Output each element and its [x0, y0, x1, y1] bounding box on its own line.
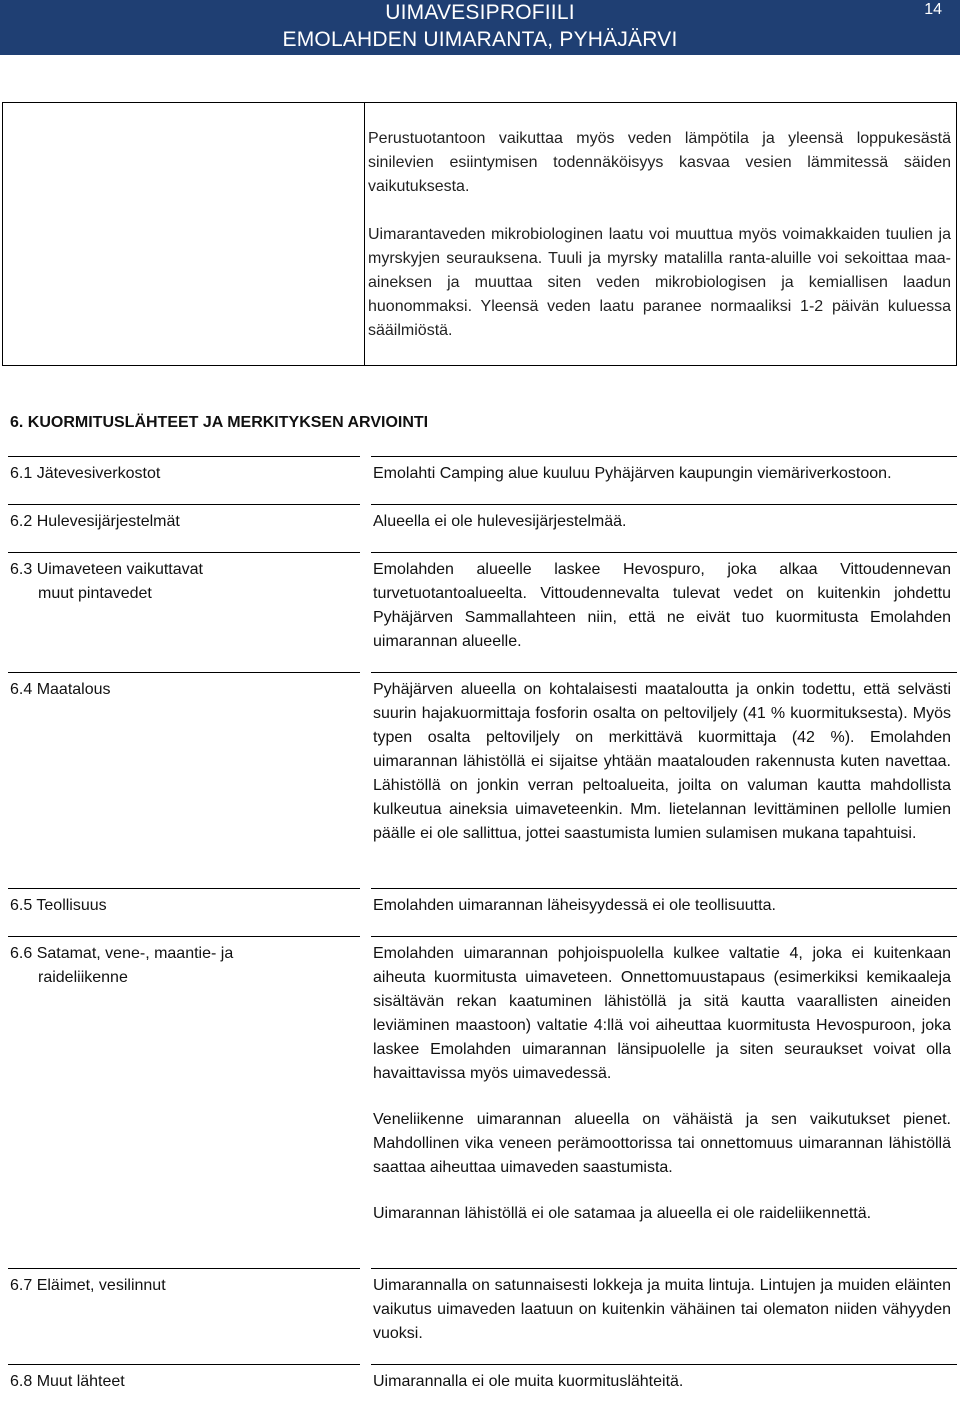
- row-content: [373, 1370, 951, 1394]
- row-divider: [8, 672, 360, 673]
- row-label: [10, 558, 320, 606]
- row-label: [10, 942, 320, 990]
- info-paragraph-2: Uimarantaveden mikrobiologinen laatu voi muuttua myös voimakkaiden tuulien ja myrskyjen seurauksena. Tuuli ja myrsky matalilla ranta-aluille voi sekoittaa maa-aineksen ja muuttaa siten veden mikrobiologisen ja kemiallisen laadun huonommaksi. Yleensä veden laatu paranee normaaliksi 1-2 päivän kuluessa sääilmiöstä.: [368, 226, 951, 339]
- header-title: UIMAVESIPROFIILI: [385, 1, 575, 24]
- row-label-line1: 6.3 Uimaveteen vaikuttavat: [10, 561, 203, 578]
- row-divider: [371, 552, 957, 553]
- row-text: Uimarannalla on satunnaisesti lokkeja ja muita lintuja. Lintujen ja muiden eläinten vaikutus uimaveden laatuun on kuitenkin vähäinen tai olematon niiden vähyyden vuoksi.: [373, 1277, 951, 1342]
- row-text: Uimarannalla ei ole muita kuormituslähteitä.: [373, 1373, 684, 1390]
- row-divider: [8, 936, 360, 937]
- row-label: 6.1 Jätevesiverkostot: [10, 465, 161, 482]
- row-content: [373, 558, 951, 654]
- row-content: [373, 678, 951, 846]
- row-label: 6.4 Maatalous: [10, 681, 111, 698]
- section-title: 6. KUORMITUSLÄHTEET JA MERKITYKSEN ARVIOINTI: [10, 414, 429, 431]
- row-label: 6.5 Teollisuus: [10, 897, 107, 914]
- row-divider: [8, 1268, 360, 1269]
- row-text: Veneliikenne uimarannan alueella on vähäistä ja sen vaikutukset pienet. Mahdollinen vika veneen perämoottorissa tai onnettomuus uimarannan lähistöllä saattaa aiheuttaa uimaveden saastumista.: [373, 1111, 951, 1176]
- row-divider: [371, 1364, 957, 1365]
- info-box-divider: [364, 102, 365, 366]
- row-text: Emolahden uimarannan pohjoispuolella kulkee valtatie 4, joka ei kuitenkaan aiheuta kuormitusta uimaveteen. Onnettomuustapaus (esimerkiksi kemikaaleja sisältävän rekan kaatuminen lähistöllä ja sitä kautta vaarallisten aineiden leviäminen maastoon) valtatie 4:llä voi aiheuttaa kuormitusta Hevospuroon, joka laskee Emolahden uimarannan länsipuolelle ja siten seuraukset voivat olla havaittavissa myös uimavedessä.: [373, 945, 951, 1082]
- row-divider: [371, 888, 957, 889]
- row-divider: [371, 1268, 957, 1269]
- row-label: 6.2 Hulevesijärjestelmät: [10, 513, 180, 530]
- row-divider: [8, 504, 360, 505]
- header-subtitle: EMOLAHDEN UIMARANTA, PYHÄJÄRVI: [282, 28, 678, 51]
- row-text: Alueella ei ole hulevesijärjestelmää.: [373, 513, 627, 530]
- row-content: [373, 462, 951, 486]
- info-box-text: [368, 127, 951, 343]
- row-label: 6.7 Eläimet, vesilinnut: [10, 1277, 166, 1294]
- info-paragraph-1: Perustuotantoon vaikuttaa myös veden lämpötila ja yleensä loppukesästä sinilevien esiintymisen todennäköisyys kasvaa vesien lämmitessä säiden vaikutuksesta.: [368, 130, 951, 195]
- row-content: [373, 942, 951, 1226]
- row-label-line2: muut pintavedet: [38, 585, 152, 602]
- row-divider: [8, 1364, 360, 1365]
- row-divider: [371, 456, 957, 457]
- row-label-line1: 6.6 Satamat, vene-, maantie- ja: [10, 945, 234, 962]
- row-text: Uimarannan lähistöllä ei ole satamaa ja alueella ei ole raideliikennettä.: [373, 1205, 872, 1222]
- row-content: [373, 894, 951, 918]
- row-divider: [371, 936, 957, 937]
- page-header: [0, 0, 960, 55]
- row-divider: [8, 552, 360, 553]
- row-divider: [8, 888, 360, 889]
- row-label-line2: raideliikenne: [38, 969, 128, 986]
- row-content: [373, 510, 951, 534]
- row-text: Emolahden uimarannan läheisyydessä ei ole teollisuutta.: [373, 897, 776, 914]
- row-label: 6.8 Muut lähteet: [10, 1373, 125, 1390]
- row-text: Pyhäjärven alueella on kohtalaisesti maataloutta ja onkin todettu, että selvästi suurin hajakuormittaja fosforin osalta on peltoviljely (41 % kuormituksesta). Myös typen osalta peltoviljely on merkittävä kuormittaja (42 %). Emolahden uimarannan lähistöllä ei sijaitse yhtään maatalouden rakennusta kuten navettaa. Lähistöllä on jonkin verran peltoalueita, joilta on valuman kautta mahdollista kulkeutua aineksia uimaveteenkin. Mm. lietelannan levittäminen pellolle lumien päälle ei ole sallittua, jottei saastumista lumien sulamisen mukana tapahtuisi.: [373, 681, 951, 842]
- row-divider: [371, 504, 957, 505]
- row-content: [373, 1274, 951, 1346]
- row-divider: [8, 456, 360, 457]
- row-divider: [371, 672, 957, 673]
- page-number: 14: [924, 1, 942, 18]
- row-text: Emolahden alueelle laskee Hevospuro, joka alkaa Vittoudennevan turvetuotantoalueelta. Vittoudennevalta tulevat vedet on kuitenkin johdettu Pyhäjärven Sammallahteen niin, että ne eivät tuo kuormitusta Emolahden uimarannan alueelle.: [373, 561, 951, 650]
- row-text: Emolahti Camping alue kuuluu Pyhäjärven kaupungin viemäriverkostoon.: [373, 465, 892, 482]
